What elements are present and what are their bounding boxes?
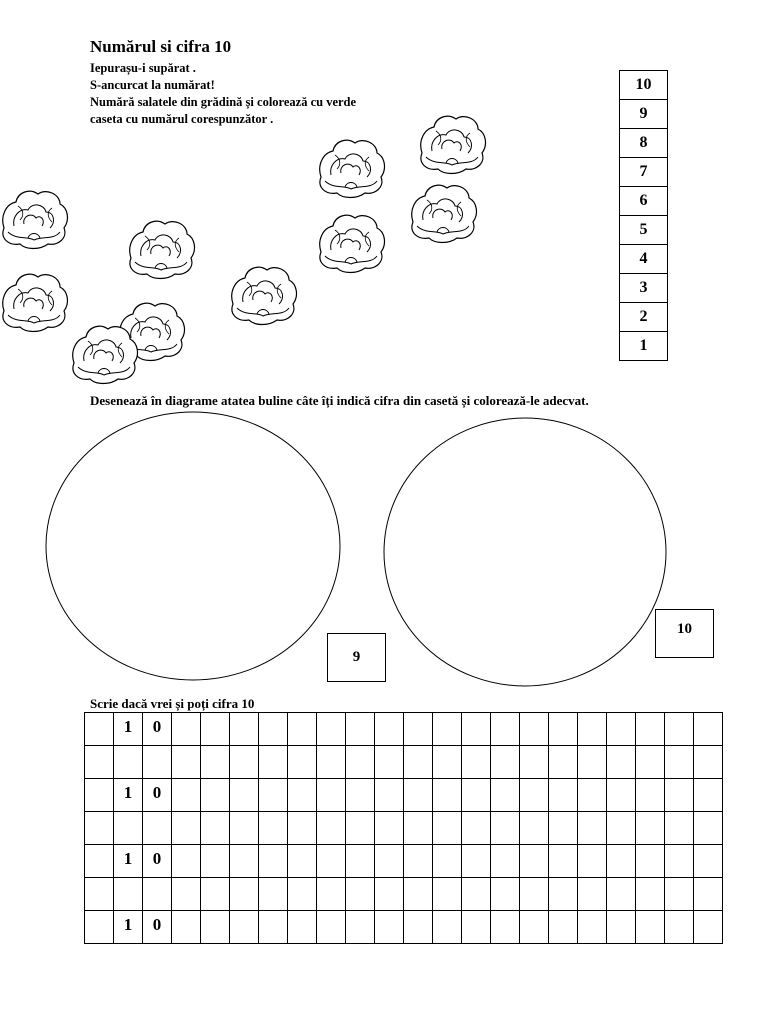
grid-row: [85, 713, 723, 746]
salad-icon: [130, 221, 195, 278]
grid-cell[interactable]: [85, 845, 114, 878]
grid-cell[interactable]: [85, 779, 114, 812]
grid-cell[interactable]: [578, 713, 607, 746]
grid-cell[interactable]: [607, 746, 636, 779]
grid-cell[interactable]: [143, 878, 172, 911]
grid-cell[interactable]: [549, 878, 578, 911]
grid-cell[interactable]: 0: [143, 779, 172, 812]
number-box[interactable]: 8: [620, 129, 668, 158]
grid-cell[interactable]: [520, 779, 549, 812]
writing-grid[interactable]: [84, 712, 723, 944]
grid-cell[interactable]: [462, 779, 491, 812]
grid-cell[interactable]: [317, 878, 346, 911]
number-box[interactable]: 4: [620, 245, 668, 274]
diagram-right: [384, 418, 666, 686]
grid-cell[interactable]: [578, 779, 607, 812]
grid-cell[interactable]: [201, 812, 230, 845]
grid-cell[interactable]: [230, 845, 259, 878]
grid-cell[interactable]: [549, 746, 578, 779]
grid-cell[interactable]: [694, 812, 723, 845]
grid-cell[interactable]: [462, 713, 491, 746]
grid-cell[interactable]: 1: [114, 845, 143, 878]
grid-cell[interactable]: [462, 746, 491, 779]
grid-cell[interactable]: [288, 845, 317, 878]
grid-cell[interactable]: [462, 911, 491, 944]
grid-cell[interactable]: [346, 779, 375, 812]
grid-cell[interactable]: [491, 779, 520, 812]
grid-row: [85, 878, 723, 911]
grid-cell[interactable]: [404, 746, 433, 779]
grid-cell[interactable]: [665, 878, 694, 911]
grid-cell[interactable]: [230, 779, 259, 812]
grid-cell[interactable]: [288, 746, 317, 779]
grid-cell[interactable]: [114, 878, 143, 911]
grid-cell[interactable]: [694, 713, 723, 746]
diagram-left: [46, 412, 340, 680]
grid-cell[interactable]: [346, 812, 375, 845]
number-box[interactable]: 3: [620, 274, 668, 303]
grid-cell[interactable]: 1: [114, 779, 143, 812]
grid-cell[interactable]: [404, 779, 433, 812]
grid-cell[interactable]: [259, 812, 288, 845]
grid-cell[interactable]: 0: [143, 713, 172, 746]
grid-cell[interactable]: [143, 746, 172, 779]
grid-cell[interactable]: [491, 845, 520, 878]
grid-cell[interactable]: [665, 746, 694, 779]
grid-cell[interactable]: [172, 779, 201, 812]
grid-cell[interactable]: [288, 911, 317, 944]
grid-cell[interactable]: [259, 911, 288, 944]
grid-cell[interactable]: [636, 746, 665, 779]
grid-cell[interactable]: [85, 713, 114, 746]
grid-cell[interactable]: [433, 746, 462, 779]
diagram-box-9: 9: [327, 633, 386, 682]
grid-cell[interactable]: [520, 812, 549, 845]
grid-cell[interactable]: [288, 812, 317, 845]
grid-cell[interactable]: [346, 845, 375, 878]
grid-cell[interactable]: [433, 845, 462, 878]
grid-cell[interactable]: [375, 779, 404, 812]
grid-cell[interactable]: [433, 713, 462, 746]
intro-text: [90, 60, 356, 128]
grid-cell[interactable]: [85, 911, 114, 944]
grid-cell[interactable]: [549, 812, 578, 845]
grid-cell[interactable]: [636, 812, 665, 845]
grid-cell[interactable]: [636, 713, 665, 746]
grid-cell[interactable]: [85, 812, 114, 845]
grid-cell[interactable]: [578, 845, 607, 878]
grid-cell[interactable]: [549, 713, 578, 746]
grid-cell[interactable]: [578, 812, 607, 845]
grid-cell[interactable]: [259, 845, 288, 878]
salad-icon: [412, 185, 477, 242]
salad-icon: [232, 267, 297, 324]
grid-cell[interactable]: [636, 878, 665, 911]
grid-cell[interactable]: [317, 746, 346, 779]
grid-cell[interactable]: [259, 878, 288, 911]
grid-cell[interactable]: [636, 779, 665, 812]
grid-cell[interactable]: [230, 878, 259, 911]
grid-cell[interactable]: [694, 779, 723, 812]
grid-cell[interactable]: [462, 845, 491, 878]
grid-cell[interactable]: [375, 911, 404, 944]
salad-icon: [320, 215, 385, 272]
grid-cell[interactable]: [172, 911, 201, 944]
grid-cell[interactable]: [404, 878, 433, 911]
number-box[interactable]: 2: [620, 303, 668, 332]
grid-cell[interactable]: [491, 911, 520, 944]
grid-cell[interactable]: [462, 812, 491, 845]
salad-icon: [320, 140, 385, 197]
grid-cell[interactable]: 0: [143, 911, 172, 944]
grid-cell[interactable]: [317, 713, 346, 746]
grid-cell[interactable]: [694, 878, 723, 911]
grid-cell[interactable]: [288, 779, 317, 812]
number-box[interactable]: 5: [620, 216, 668, 245]
grid-cell[interactable]: [665, 845, 694, 878]
grid-cell[interactable]: [433, 911, 462, 944]
grid-cell[interactable]: [404, 713, 433, 746]
grid-cell[interactable]: [462, 878, 491, 911]
grid-cell[interactable]: [375, 812, 404, 845]
grid-cell[interactable]: [346, 878, 375, 911]
grid-cell[interactable]: [143, 812, 172, 845]
grid-cell[interactable]: [172, 713, 201, 746]
number-box[interactable]: 6: [620, 187, 668, 216]
grid-cell[interactable]: [607, 812, 636, 845]
grid-row: [85, 779, 723, 812]
grid-cell[interactable]: [636, 845, 665, 878]
salad-icon: [421, 116, 486, 173]
grid-cell[interactable]: [607, 845, 636, 878]
grid-cell[interactable]: [288, 878, 317, 911]
grid-cell[interactable]: [230, 713, 259, 746]
salad-icon: [73, 326, 138, 383]
grid-cell[interactable]: [201, 911, 230, 944]
number-box[interactable]: 10: [620, 71, 668, 100]
grid-cell[interactable]: [201, 746, 230, 779]
grid-cell[interactable]: [114, 746, 143, 779]
grid-cell[interactable]: [694, 746, 723, 779]
grid-cell[interactable]: [114, 812, 143, 845]
grid-cell[interactable]: [433, 812, 462, 845]
grid-cell[interactable]: [172, 845, 201, 878]
grid-cell[interactable]: [230, 746, 259, 779]
number-column: [619, 70, 668, 361]
intro-line: Iepurașu-i supărat .: [90, 61, 196, 75]
grid-cell[interactable]: [201, 845, 230, 878]
grid-cell[interactable]: [259, 779, 288, 812]
grid-cell[interactable]: [172, 878, 201, 911]
diagram-box-10: 10: [655, 609, 714, 658]
grid-cell[interactable]: [491, 713, 520, 746]
grid-cell[interactable]: [520, 713, 549, 746]
grid-row: [85, 812, 723, 845]
grid-cell[interactable]: [607, 779, 636, 812]
grid-cell[interactable]: [375, 878, 404, 911]
grid-cell[interactable]: [665, 812, 694, 845]
worksheet-title: Numărul si cifra 10: [90, 37, 232, 56]
grid-cell[interactable]: [694, 911, 723, 944]
grid-cell[interactable]: [230, 911, 259, 944]
grid-cell[interactable]: [346, 746, 375, 779]
grid-cell[interactable]: [549, 779, 578, 812]
grid-cell[interactable]: [346, 911, 375, 944]
grid-row: [85, 911, 723, 944]
grid-cell[interactable]: [607, 911, 636, 944]
grid-cell[interactable]: [404, 911, 433, 944]
number-box[interactable]: 9: [620, 100, 668, 129]
grid-cell[interactable]: [607, 713, 636, 746]
grid-cell[interactable]: [549, 845, 578, 878]
grid-cell[interactable]: 1: [114, 911, 143, 944]
grid-cell[interactable]: [636, 911, 665, 944]
grid-cell[interactable]: [375, 746, 404, 779]
grid-cell[interactable]: [404, 845, 433, 878]
grid-row: [85, 845, 723, 878]
grid-cell[interactable]: [172, 812, 201, 845]
salad-icon: [120, 303, 185, 360]
grid-cell[interactable]: [230, 812, 259, 845]
grid-cell[interactable]: [317, 845, 346, 878]
grid-cell[interactable]: [665, 779, 694, 812]
diagram-instruction: Desenează în diagrame atatea buline câte îți indică cifra din casetă și colorează-le adecvat.: [90, 393, 589, 408]
grid-cell[interactable]: [317, 911, 346, 944]
writing-instruction: Scrie dacă vrei și poți cifra 10: [90, 696, 255, 711]
grid-cell[interactable]: [607, 878, 636, 911]
grid-cell[interactable]: [375, 845, 404, 878]
grid-cell[interactable]: [578, 911, 607, 944]
grid-cell[interactable]: 0: [143, 845, 172, 878]
grid-cell[interactable]: [201, 713, 230, 746]
grid-cell[interactable]: [433, 779, 462, 812]
grid-cell[interactable]: 1: [114, 713, 143, 746]
number-box[interactable]: 1: [620, 332, 668, 361]
grid-cell[interactable]: [404, 812, 433, 845]
grid-row: [85, 746, 723, 779]
grid-cell[interactable]: [346, 713, 375, 746]
grid-cell[interactable]: [288, 713, 317, 746]
intro-line: Numără salatele din grădină și colorează cu verde: [90, 95, 357, 109]
grid-cell[interactable]: [665, 911, 694, 944]
grid-cell[interactable]: [317, 779, 346, 812]
grid-cell[interactable]: [85, 878, 114, 911]
grid-cell[interactable]: [259, 713, 288, 746]
grid-cell[interactable]: [578, 746, 607, 779]
grid-cell[interactable]: [172, 746, 201, 779]
intro-line: caseta cu numărul corespunzător .: [90, 112, 274, 126]
grid-cell[interactable]: [520, 746, 549, 779]
grid-cell[interactable]: [549, 911, 578, 944]
grid-cell[interactable]: [317, 812, 346, 845]
grid-cell[interactable]: [520, 911, 549, 944]
number-box[interactable]: 7: [620, 158, 668, 187]
grid-cell[interactable]: [578, 878, 607, 911]
grid-cell[interactable]: [665, 713, 694, 746]
salad-icon: [3, 274, 68, 331]
intro-line: S-ancurcat la numărat!: [90, 78, 215, 92]
grid-cell[interactable]: [201, 779, 230, 812]
grid-cell[interactable]: [201, 878, 230, 911]
salad-icon: [3, 191, 68, 248]
grid-cell[interactable]: [85, 746, 114, 779]
grid-cell[interactable]: [433, 878, 462, 911]
grid-cell[interactable]: [491, 746, 520, 779]
grid-cell[interactable]: [375, 713, 404, 746]
grid-cell[interactable]: [491, 812, 520, 845]
grid-cell[interactable]: [520, 845, 549, 878]
grid-cell[interactable]: [520, 878, 549, 911]
grid-cell[interactable]: [694, 845, 723, 878]
grid-cell[interactable]: [491, 878, 520, 911]
grid-cell[interactable]: [259, 746, 288, 779]
